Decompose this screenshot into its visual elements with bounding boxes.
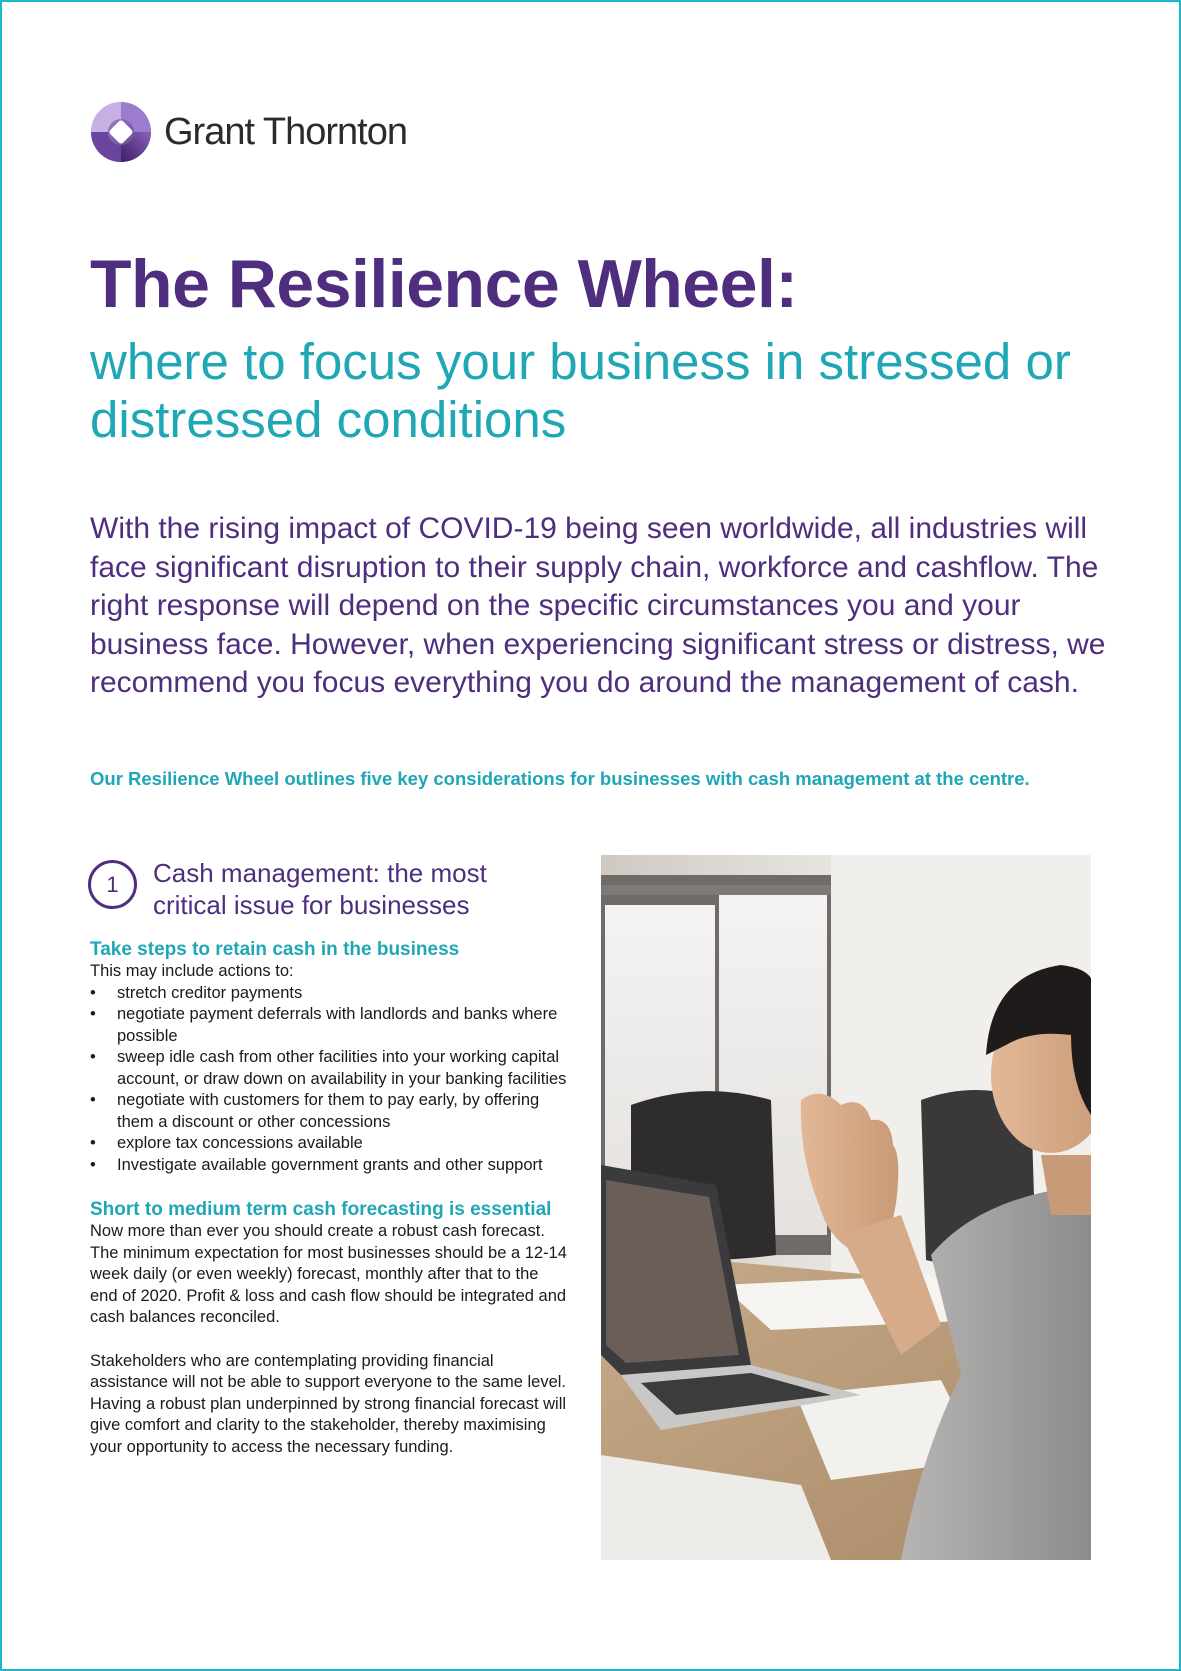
office-photo (601, 855, 1091, 1560)
page-subtitle: where to focus your business in stressed or distressed conditions (90, 333, 1071, 448)
section-1-header (88, 857, 533, 921)
list-item: • explore tax concessions available (90, 1133, 570, 1155)
retain-cash-list (90, 983, 570, 1177)
page-title: The Resilience Wheel: (90, 246, 798, 322)
step-number-badge: 1 (88, 860, 137, 909)
retain-cash-intro: This may include actions to: (90, 962, 294, 980)
brand-logo (90, 98, 407, 166)
list-item: • stretch creditor payments (90, 983, 570, 1005)
cash-forecasting-heading: Short to medium term cash forecasting is essential (90, 1199, 552, 1220)
retain-cash-heading: Take steps to retain cash in the business (90, 939, 460, 960)
list-item: • negotiate payment deferrals with landlords and banks where possible (90, 1004, 570, 1047)
intro-paragraph: With the rising impact of COVID-19 being seen worldwide, all industries will face significant disruption to their supply chain, workforce and cashflow. The right response will depend on the specific circumstances you and your business face. However, when experiencing significant stress or distress, we recommend you focus everything you do around the management of cash. (90, 512, 1106, 699)
cash-forecasting-paragraph-1: Now more than ever you should create a robust cash forecast. The minimum expectation for most businesses should be a 12-14 week daily (or even weekly) forecast, monthly after that to the end of 2020. Profit & loss and cash flow should be integrated and cash balances reconciled. (90, 1222, 567, 1326)
list-item: • sweep idle cash from other facilities into your working capital account, or draw down on availability in your banking facilities (90, 1047, 570, 1090)
lead-paragraph: Our Resilience Wheel outlines five key considerations for businesses with cash management at the centre. (90, 768, 1030, 789)
section-1-body (90, 938, 570, 1458)
grant-thornton-swirl-icon (90, 101, 152, 163)
list-item: • Investigate available government grants and other support (90, 1155, 570, 1177)
logo-wordmark: Grant Thornton (164, 111, 408, 153)
list-item: • negotiate with customers for them to pay early, by offering them a discount or other concessions (90, 1090, 570, 1133)
section-1-title: Cash management: the most critical issue for businesses (153, 858, 487, 920)
cash-forecasting-paragraph-2: Stakeholders who are contemplating providing financial assistance will not be able to support everyone to the same level. Having a robust plan underpinned by strong financial forecast will give comfort and clarity to the stakeholder, thereby maximising your opportunity to access the necessary funding. (90, 1351, 567, 1456)
